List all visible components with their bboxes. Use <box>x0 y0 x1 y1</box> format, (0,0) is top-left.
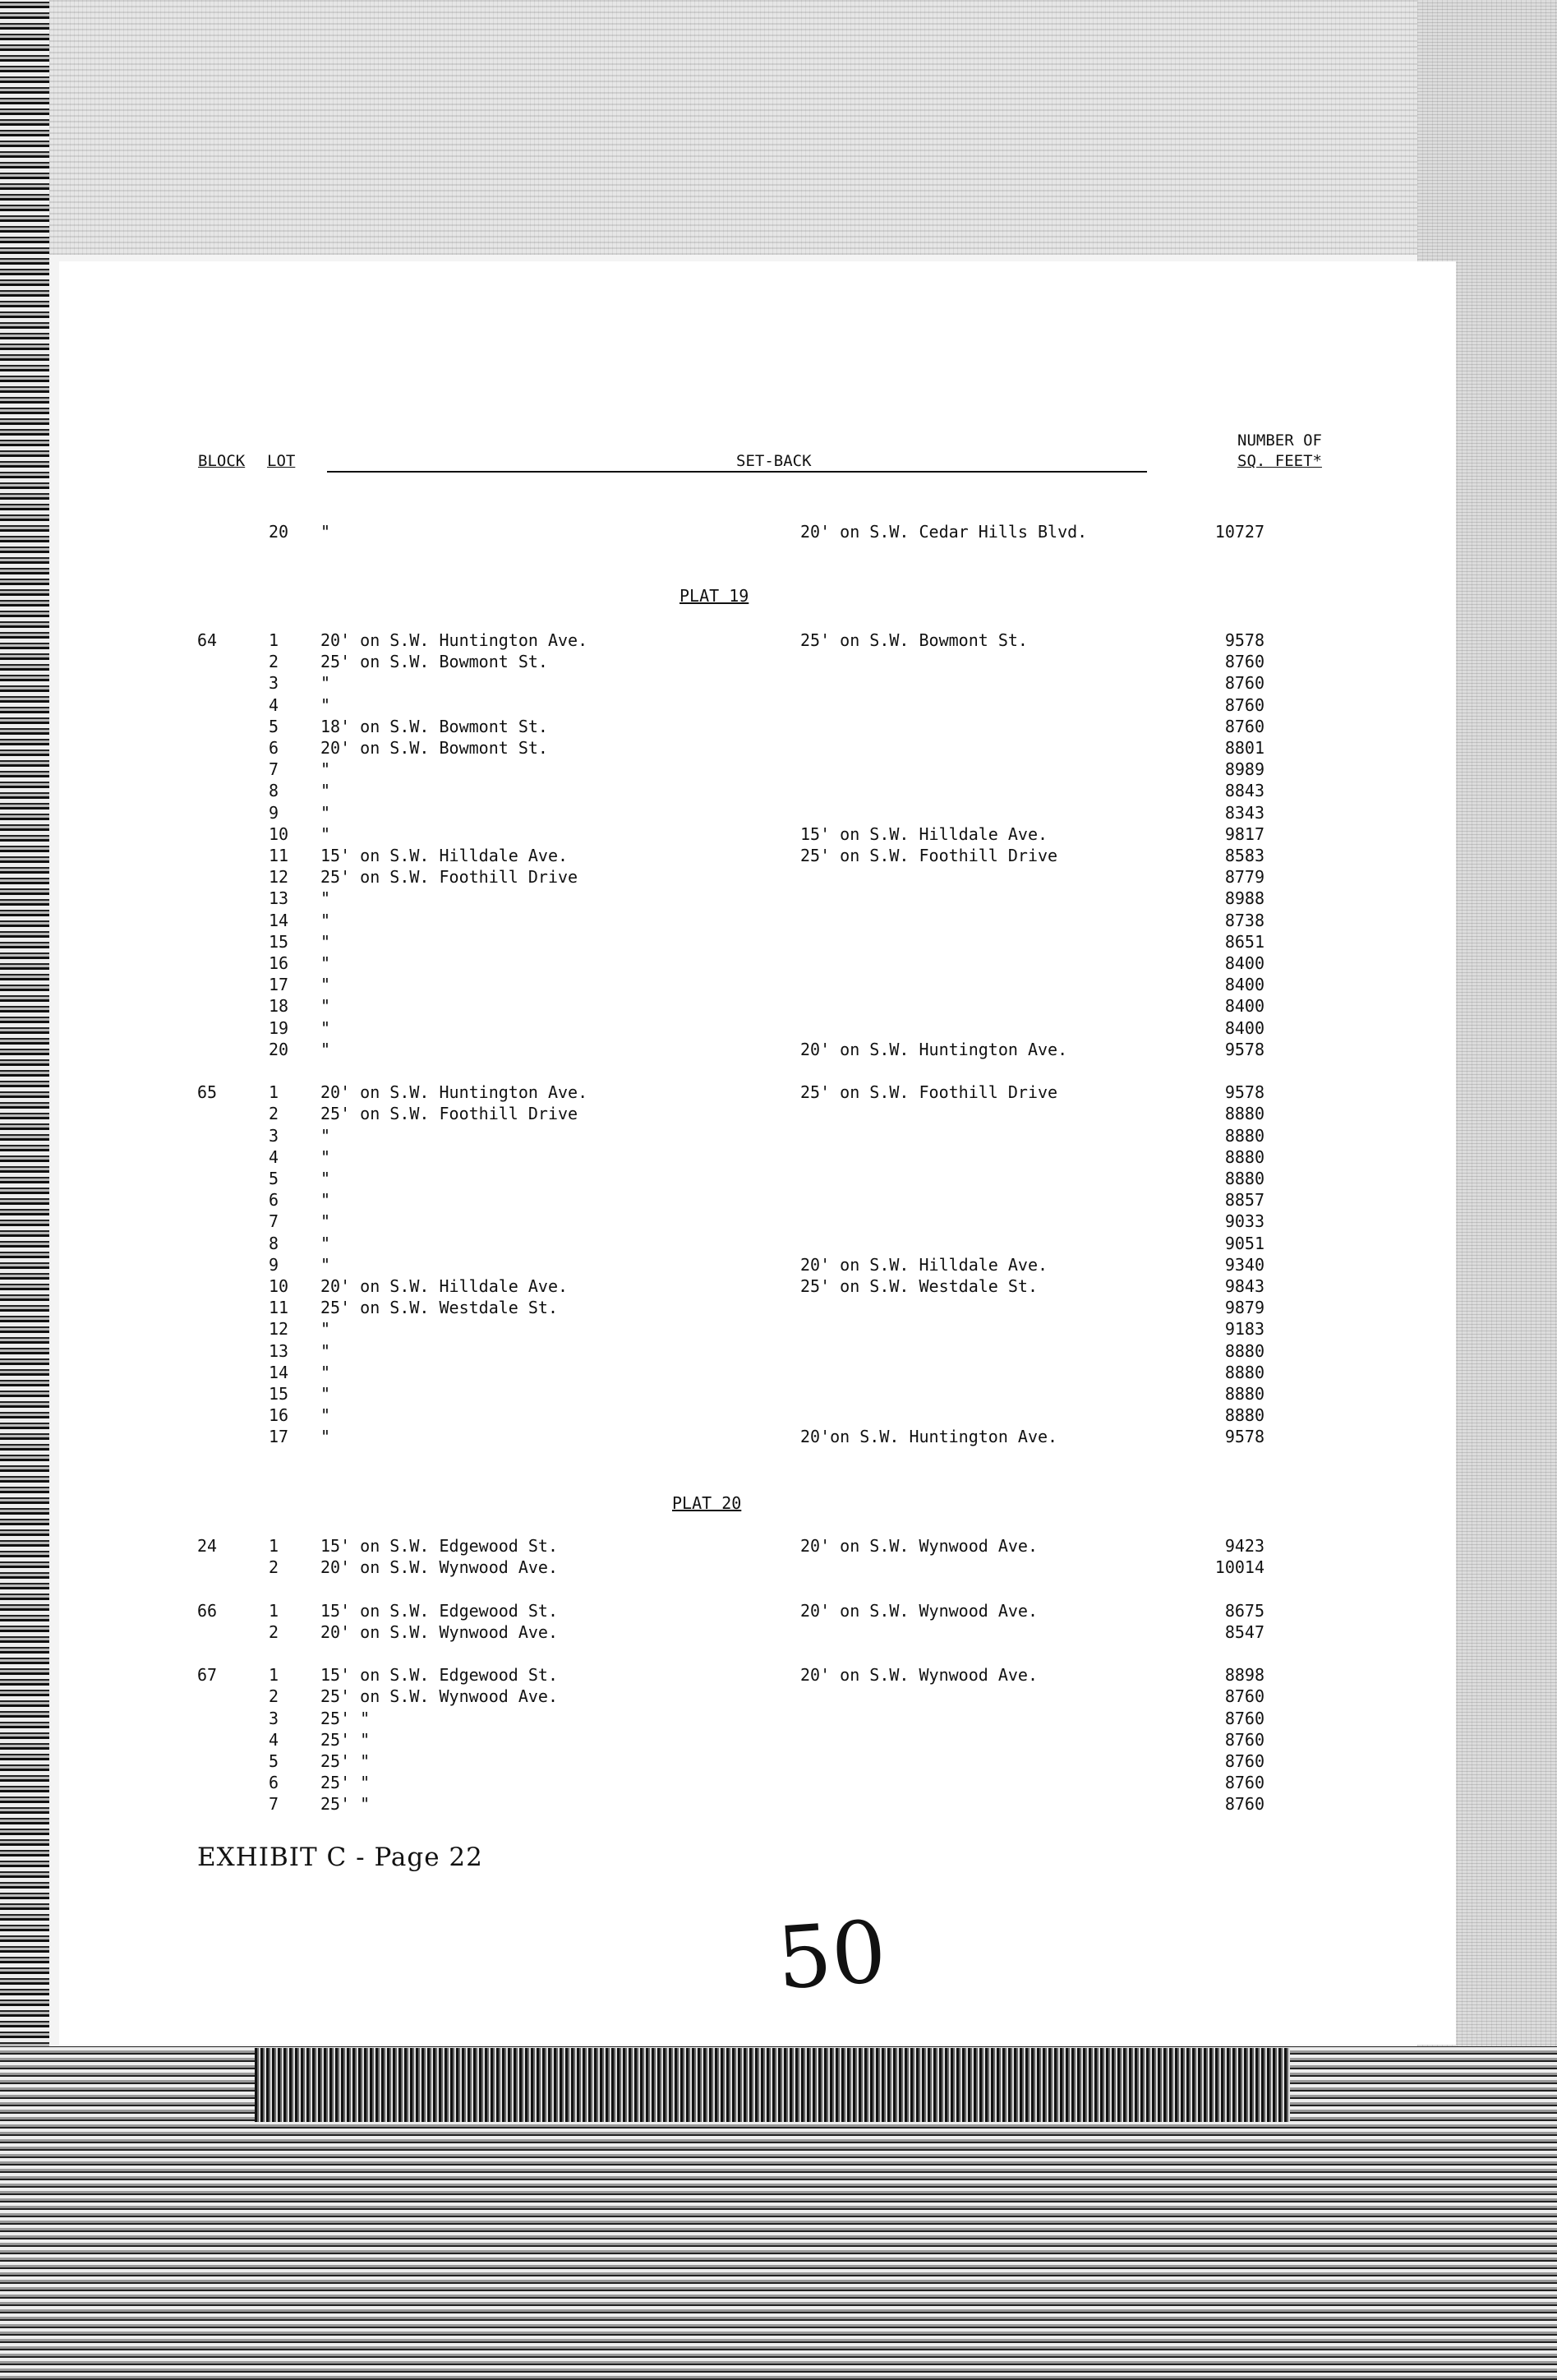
lot-cell: 7 <box>269 1211 279 1232</box>
lot-cell: 13 <box>269 1340 289 1361</box>
table-row <box>0 738 1557 759</box>
lot-cell: 14 <box>269 1362 289 1382</box>
lot-cell: 18 <box>269 996 289 1017</box>
setback-secondary-cell: 20' on S.W. Cedar Hills Blvd. <box>800 522 1088 542</box>
sqft-cell: 8400 <box>1224 1017 1264 1038</box>
lot-cell: 14 <box>269 910 289 930</box>
block-cell: 67 <box>197 1665 218 1686</box>
lot-cell: 13 <box>269 888 289 909</box>
setback-primary-cell: 20' on S.W. Bowmont St. <box>320 738 548 758</box>
lot-cell: 6 <box>269 1773 279 1793</box>
table-row <box>0 1751 1557 1773</box>
sqft-cell: 9817 <box>1224 823 1264 844</box>
setback-primary-cell: " <box>320 1233 331 1253</box>
sqft-cell: 8583 <box>1224 846 1264 865</box>
setback-primary-cell: 18' on S.W. Bowmont St. <box>320 716 548 736</box>
setback-primary-cell: " <box>320 931 331 952</box>
setback-primary-cell: 25' on S.W. Foothill Drive <box>320 1104 578 1124</box>
table-row <box>0 1427 1557 1448</box>
setback-primary-cell: 15' on S.W. Edgewood St. <box>320 1665 558 1686</box>
setback-primary-cell: 20' on S.W. Hilldale Ave. <box>320 1276 569 1296</box>
lot-cell: 6 <box>269 1190 279 1211</box>
lot-cell: 5 <box>269 716 279 736</box>
sqft-cell: 8760 <box>1224 1686 1264 1707</box>
lot-cell: 4 <box>269 1729 279 1750</box>
sqft-cell: 8400 <box>1224 953 1264 973</box>
header-setback: SET-BACK <box>736 452 812 470</box>
setback-primary-cell: 15' on S.W. Hilldale Ave. <box>320 846 569 865</box>
header-rule <box>327 471 1147 473</box>
table-row <box>0 1018 1557 1040</box>
setback-secondary-cell: 20' on S.W. Hilldale Ave. <box>800 1254 1048 1275</box>
setback-primary-cell: " <box>320 1319 331 1340</box>
sqft-cell: 8760 <box>1224 716 1264 736</box>
sqft-cell: 9423 <box>1224 1536 1264 1556</box>
lot-cell: 1 <box>269 1665 279 1686</box>
table-row <box>0 1384 1557 1405</box>
lot-cell: 6 <box>269 738 279 758</box>
sqft-cell: 10727 <box>1214 522 1264 542</box>
sqft-cell: 8760 <box>1224 1751 1264 1771</box>
sqft-cell: 8651 <box>1224 931 1264 952</box>
setback-primary-cell: 25' on S.W. Westdale St. <box>320 1298 558 1318</box>
setback-primary-cell: " <box>320 1039 331 1059</box>
table-row <box>0 1665 1557 1686</box>
table-row <box>0 1040 1557 1061</box>
setback-primary-cell: " <box>320 673 331 694</box>
table-row <box>0 673 1557 694</box>
sqft-cell: 8675 <box>1224 1600 1264 1621</box>
setback-secondary-cell: 20'on S.W. Huntington Ave. <box>800 1427 1058 1447</box>
sqft-cell: 8989 <box>1224 759 1264 780</box>
lot-cell: 20 <box>269 522 289 542</box>
setback-secondary-cell: 20' on S.W. Wynwood Ave. <box>800 1536 1038 1556</box>
setback-primary-cell: 25' on S.W. Wynwood Ave. <box>320 1686 558 1707</box>
table-row <box>0 1169 1557 1190</box>
table-row <box>0 1536 1557 1557</box>
setback-primary-cell: " <box>320 1340 331 1361</box>
setback-primary-cell: " <box>320 802 331 823</box>
table-row <box>0 1622 1557 1644</box>
setback-primary-cell: " <box>320 975 331 995</box>
table-row <box>0 1255 1557 1276</box>
sqft-cell: 8843 <box>1224 781 1264 801</box>
table-row <box>0 1190 1557 1211</box>
block-cell: 65 <box>197 1082 218 1103</box>
sqft-cell: 8880 <box>1224 1384 1264 1404</box>
setback-primary-cell: 20' on S.W. Huntington Ave. <box>320 1082 588 1103</box>
sqft-cell: 8801 <box>1224 738 1264 758</box>
table-row <box>0 1211 1557 1233</box>
setback-primary-cell: 20' on S.W. Wynwood Ave. <box>320 1621 558 1642</box>
lot-cell: 1 <box>269 1536 279 1556</box>
sqft-cell: 9051 <box>1224 1233 1264 1253</box>
block-cell: 66 <box>197 1600 218 1621</box>
lot-cell: 8 <box>269 781 279 801</box>
table-row <box>0 1794 1557 1815</box>
table-row <box>0 522 1557 543</box>
lot-cell: 8 <box>269 1233 279 1253</box>
table-row <box>0 911 1557 932</box>
sqft-cell: 8760 <box>1224 1794 1264 1815</box>
setback-primary-cell: 15' on S.W. Edgewood St. <box>320 1600 558 1621</box>
lot-cell: 20 <box>269 1039 289 1059</box>
setback-primary-cell: 15' on S.W. Edgewood St. <box>320 1536 558 1556</box>
lot-cell: 2 <box>269 1686 279 1707</box>
setback-primary-cell: " <box>320 823 331 844</box>
setback-primary-cell: 25' " <box>320 1708 371 1728</box>
table-row <box>0 1405 1557 1427</box>
setback-primary-cell: " <box>320 888 331 909</box>
lot-cell: 4 <box>269 694 279 715</box>
lot-cell: 12 <box>269 867 289 888</box>
setback-primary-cell: " <box>320 1362 331 1382</box>
lot-cell: 1 <box>269 1600 279 1621</box>
setback-primary-cell: " <box>320 522 331 542</box>
setback-primary-cell: 25' " <box>320 1773 371 1793</box>
table-row <box>0 1234 1557 1255</box>
table-row <box>0 996 1557 1017</box>
setback-primary-cell: " <box>320 953 331 973</box>
sqft-cell: 8898 <box>1224 1665 1264 1686</box>
sqft-cell: 8760 <box>1224 1773 1264 1793</box>
sqft-cell: 8857 <box>1224 1190 1264 1211</box>
setback-primary-cell: " <box>320 1017 331 1038</box>
sqft-cell: 8779 <box>1224 867 1264 888</box>
scan-noise-bar <box>255 2048 1290 2122</box>
sqft-cell: 9879 <box>1224 1298 1264 1318</box>
lot-cell: 16 <box>269 1405 289 1426</box>
sqft-cell: 10014 <box>1214 1557 1264 1578</box>
setback-primary-cell: 20' on S.W. Huntington Ave. <box>320 630 588 650</box>
sqft-cell: 9183 <box>1224 1319 1264 1340</box>
table-row <box>0 867 1557 888</box>
lot-cell: 10 <box>269 1276 289 1296</box>
sqft-cell: 8400 <box>1224 996 1264 1017</box>
lot-cell: 5 <box>269 1169 279 1188</box>
setback-primary-cell: " <box>320 1427 331 1447</box>
sqft-cell: 9578 <box>1224 1082 1264 1103</box>
sqft-cell: 8760 <box>1224 1729 1264 1750</box>
plat-title: PLAT 19 <box>679 586 749 606</box>
lot-cell: 16 <box>269 953 289 973</box>
header-lot: LOT <box>267 452 296 470</box>
sqft-cell: 9578 <box>1224 630 1264 650</box>
setback-primary-cell: " <box>320 1190 331 1211</box>
table-row <box>0 717 1557 738</box>
table-row <box>0 846 1557 867</box>
setback-primary-cell: 25' " <box>320 1751 371 1771</box>
table-row <box>0 888 1557 910</box>
table-row <box>0 1298 1557 1319</box>
header-block: BLOCK <box>198 452 246 470</box>
sqft-cell: 8400 <box>1224 975 1264 995</box>
handwritten-page-number: 50 <box>773 1901 890 2009</box>
lot-cell: 12 <box>269 1319 289 1340</box>
sqft-cell: 9578 <box>1224 1427 1264 1447</box>
lot-cell: 15 <box>269 1384 289 1404</box>
lot-cell: 9 <box>269 1254 279 1275</box>
sqft-cell: 8880 <box>1224 1125 1264 1146</box>
setback-secondary-cell: 25' on S.W. Bowmont St. <box>800 630 1028 650</box>
table-row <box>0 1126 1557 1147</box>
table-row <box>0 1147 1557 1169</box>
setback-primary-cell: 25' on S.W. Bowmont St. <box>320 652 548 672</box>
sqft-cell: 8760 <box>1224 652 1264 672</box>
sqft-cell: 8880 <box>1224 1104 1264 1124</box>
table-row <box>0 1686 1557 1708</box>
lot-cell: 3 <box>269 1125 279 1146</box>
setback-secondary-cell: 20' on S.W. Wynwood Ave. <box>800 1600 1038 1621</box>
setback-secondary-cell: 25' on S.W. Foothill Drive <box>800 1082 1058 1103</box>
sqft-cell: 8988 <box>1224 888 1264 909</box>
table-row <box>0 652 1557 673</box>
lot-cell: 3 <box>269 673 279 694</box>
sqft-cell: 8880 <box>1224 1340 1264 1361</box>
sqft-cell: 9843 <box>1224 1276 1264 1296</box>
setback-primary-cell: 25' on S.W. Foothill Drive <box>320 867 578 888</box>
sqft-cell: 8738 <box>1224 910 1264 930</box>
lot-cell: 3 <box>269 1708 279 1728</box>
table-row <box>0 759 1557 781</box>
table-row <box>0 1276 1557 1298</box>
sqft-cell: 8880 <box>1224 1362 1264 1382</box>
table-row <box>0 1730 1557 1751</box>
table-row <box>0 803 1557 824</box>
lot-cell: 2 <box>269 1557 279 1578</box>
table-row <box>0 1341 1557 1363</box>
block-cell: 64 <box>197 630 218 650</box>
sqft-cell: 8880 <box>1224 1146 1264 1167</box>
lot-cell: 15 <box>269 931 289 952</box>
setback-primary-cell: " <box>320 1254 331 1275</box>
table-row <box>0 1363 1557 1384</box>
header-sqft-line2: SQ. FEET* <box>1237 452 1322 470</box>
lot-cell: 17 <box>269 1427 289 1447</box>
setback-primary-cell: 25' " <box>320 1794 371 1815</box>
lot-cell: 5 <box>269 1751 279 1771</box>
sqft-cell: 8760 <box>1224 694 1264 715</box>
table-row <box>0 1557 1557 1579</box>
lot-cell: 7 <box>269 759 279 780</box>
setback-primary-cell: " <box>320 910 331 930</box>
setback-secondary-cell: 25' on S.W. Foothill Drive <box>800 846 1058 865</box>
setback-primary-cell: " <box>320 694 331 715</box>
lot-cell: 9 <box>269 802 279 823</box>
exhibit-label: EXHIBIT C - Page 22 <box>197 1843 483 1872</box>
header-sqft-line1: NUMBER OF <box>1237 431 1322 450</box>
lot-cell: 2 <box>269 652 279 672</box>
setback-secondary-cell: 25' on S.W. Westdale St. <box>800 1276 1038 1296</box>
setback-primary-cell: " <box>320 1405 331 1426</box>
setback-primary-cell: " <box>320 759 331 780</box>
sqft-cell: 8880 <box>1224 1405 1264 1426</box>
block-cell: 24 <box>197 1536 218 1556</box>
lot-cell: 19 <box>269 1017 289 1038</box>
table-row <box>0 1601 1557 1622</box>
setback-primary-cell: " <box>320 1146 331 1167</box>
table-row <box>0 932 1557 953</box>
table-row <box>0 1773 1557 1794</box>
sqft-cell: 8760 <box>1224 673 1264 694</box>
lot-cell: 11 <box>269 1298 289 1318</box>
table-row <box>0 781 1557 802</box>
lot-cell: 4 <box>269 1146 279 1167</box>
lot-cell: 17 <box>269 975 289 995</box>
lot-cell: 11 <box>269 846 289 865</box>
setback-primary-cell: " <box>320 781 331 801</box>
sqft-cell: 8880 <box>1224 1169 1264 1188</box>
lot-cell: 2 <box>269 1104 279 1124</box>
setback-secondary-cell: 20' on S.W. Wynwood Ave. <box>800 1665 1038 1686</box>
table-row <box>0 1319 1557 1340</box>
sqft-cell: 8760 <box>1224 1708 1264 1728</box>
lot-cell: 10 <box>269 823 289 844</box>
lot-cell: 2 <box>269 1621 279 1642</box>
sqft-cell: 8547 <box>1224 1621 1264 1642</box>
table-row <box>0 953 1557 975</box>
setback-primary-cell: " <box>320 1384 331 1404</box>
lot-cell: 1 <box>269 630 279 650</box>
table-row <box>0 1709 1557 1730</box>
lot-cell: 1 <box>269 1082 279 1103</box>
sqft-cell: 9578 <box>1224 1039 1264 1059</box>
setback-primary-cell: 25' " <box>320 1729 371 1750</box>
setback-primary-cell: " <box>320 1125 331 1146</box>
sqft-cell: 9340 <box>1224 1254 1264 1275</box>
sqft-cell: 9033 <box>1224 1211 1264 1232</box>
setback-primary-cell: 20' on S.W. Wynwood Ave. <box>320 1557 558 1578</box>
setback-primary-cell: " <box>320 996 331 1017</box>
setback-primary-cell: " <box>320 1211 331 1232</box>
plat-title: PLAT 20 <box>672 1493 742 1513</box>
setback-secondary-cell: 15' on S.W. Hilldale Ave. <box>800 823 1048 844</box>
table-row <box>0 824 1557 846</box>
table-row <box>0 630 1557 652</box>
table-row <box>0 1082 1557 1104</box>
lot-cell: 7 <box>269 1794 279 1815</box>
setback-secondary-cell: 20' on S.W. Huntington Ave. <box>800 1039 1068 1059</box>
setback-primary-cell: " <box>320 1169 331 1188</box>
table-row <box>0 975 1557 996</box>
table-row <box>0 1104 1557 1125</box>
table-row <box>0 695 1557 717</box>
scan-noise-top <box>0 0 1557 255</box>
sqft-cell: 8343 <box>1224 802 1264 823</box>
